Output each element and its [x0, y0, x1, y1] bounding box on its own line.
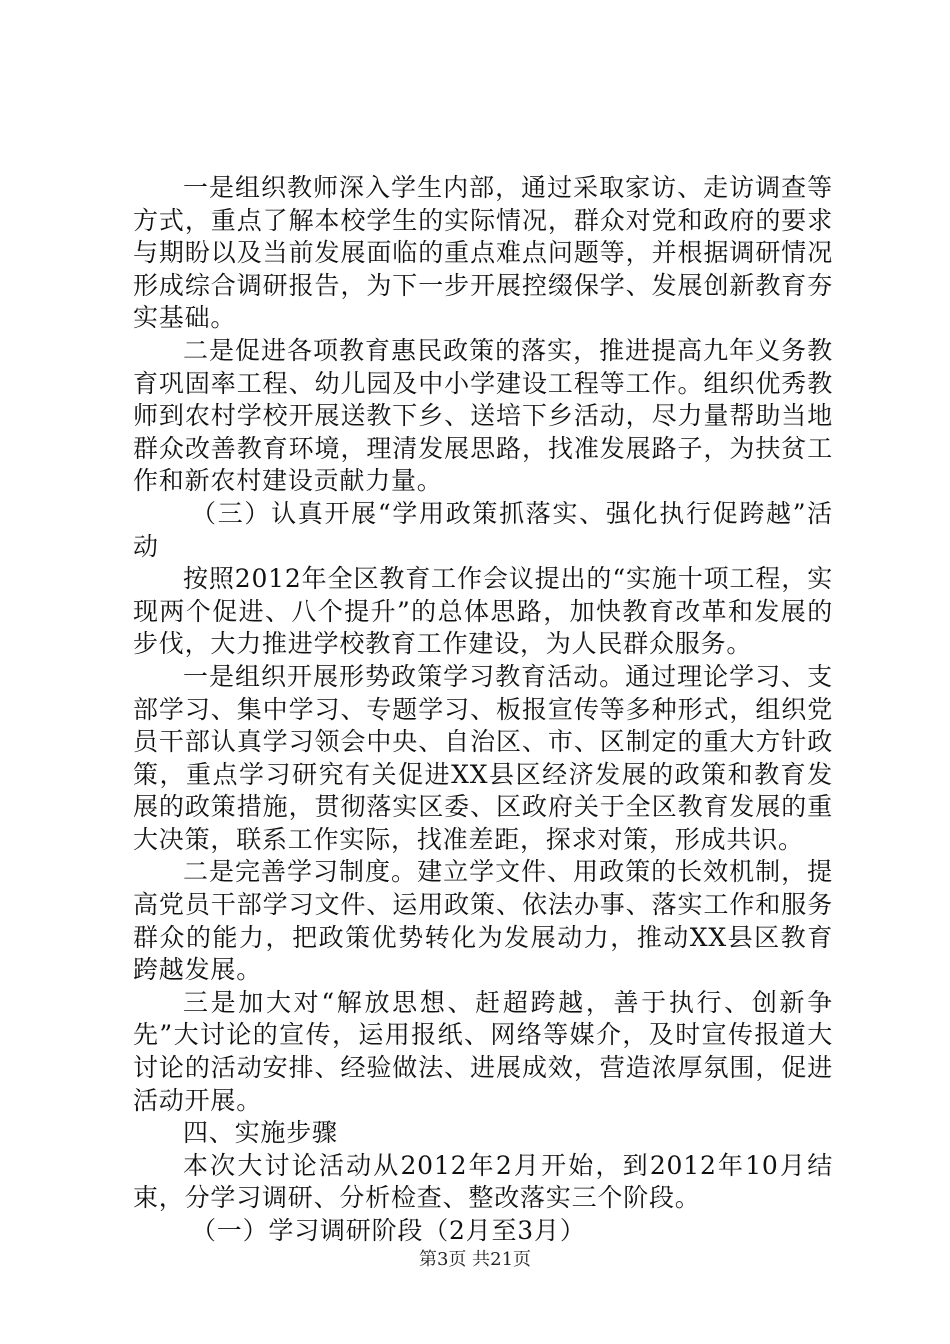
paragraph-2: 二是促进各项教育惠民政策的落实，推进提高九年义务教育巩固率工程、幼儿园及中小学建设工程等工作。组织优秀教师到农村学校开展送教下乡、送培下乡活动，尽力量帮助当地群众改善教育环境，理清发展思路，找准发展路子，为扶贫工作和新农村建设贡献力量。	[133, 335, 833, 496]
paragraph-4: 按照2012年全区教育工作会议提出的“实施十项工程，实现两个促进、八个提升”的总体思路，加快教育改革和发展的步伐，大力推进学校教育工作建设，为人民群众服务。	[133, 564, 833, 659]
paragraph-6: 二是完善学习制度。建立学文件、用政策的长效机制，提高党员干部学习文件、运用政策、依法办事、落实工作和服务群众的能力，把政策优势转化为发展动力，推动XX县区教育跨越发展。	[133, 857, 833, 985]
paragraph-1: 一是组织教师深入学生内部，通过采取家访、走访调查等方式，重点了解本校学生的实际情况，群众对党和政府的要求与期盼以及当前发展面临的重点难点问题等，并根据调研情况形成综合调研报告，为下一步开展控缀保学、发展创新教育夯实基础。	[133, 173, 833, 333]
page-number-footer: 第3页 共21页	[418, 1249, 532, 1270]
subsection-heading-1: （一）学习调研阶段（2月至3月）	[191, 1216, 586, 1245]
paragraph-9: 本次大讨论活动从2012年2月开始，到2012年10月结束，分学习调研、分析检查、整改落实三个阶段。	[133, 1150, 833, 1213]
document-body	[133, 172, 833, 1248]
section-heading-3: （三）认真开展“学用政策抓落实、强化执行促跨越”活动	[133, 498, 833, 561]
paragraph-7: 三是加大对“解放思想、赶超跨越，善于执行、创新争先”大讨论的宣传，运用报纸、网络等媒介，及时宣传报道大讨论的活动安排、经验做法、进展成效，营造浓厚氛围，促进活动开展。	[133, 987, 833, 1115]
section-heading-4: 四、实施步骤	[183, 1118, 338, 1148]
paragraph-5: 一是组织开展形势政策学习教育活动。通过理论学习、支部学习、集中学习、专题学习、板报宣传等多种形式，组织党员干部认真学习领会中央、自治区、市、区制定的重大方针政策，重点学习研究有关促进XX县区经济发展的政策和教育发展的政策措施，贯彻落实区委、区政府关于全区教育发展的重大决策，联系工作实际，找准差距，探求对策，形成共识。	[133, 661, 833, 854]
